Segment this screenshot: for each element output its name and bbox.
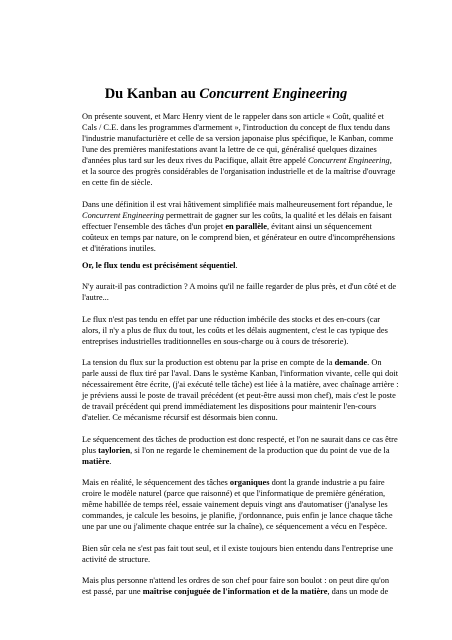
text-line: [82, 221, 432, 232]
text-line: [82, 575, 432, 586]
bold-text: en parallèle: [225, 221, 267, 231]
title-text: Du Kanban au: [104, 86, 200, 102]
text-segment: Mais en réalité, le séquencement des tâches: [82, 478, 230, 487]
text-line: [82, 260, 432, 271]
text-segment: l'une des premières manifestations avant la lettre de ce qui, généralisé quelques dizaines: [82, 145, 377, 154]
text-segment: en cette fin de siècle.: [82, 178, 153, 187]
text-segment: parle aussi de flux tiré par l'aval. Dans le système Kanban, l'information vivante, celle qui doit: [82, 369, 399, 378]
text-line: [82, 111, 432, 122]
text-segment: je préviens aussi le poste de travail précédent (et peut-être aussi mon chef), mais c'est le poste: [82, 391, 396, 400]
text-segment: , dans un mode de: [327, 587, 389, 596]
text-segment: , évitant ainsi un séquencement: [266, 221, 372, 231]
text-line: [82, 177, 432, 188]
text-segment: N'y aurait-il pas contradiction ? A moins qu'il ne faille regarder de plus près, et d'un côté et de: [82, 282, 397, 291]
paragraph: [82, 260, 432, 271]
text-segment: l'industrie manufacturière et celle de sa version japonaise plus spécifique, le Kanban, comme: [82, 134, 394, 143]
paragraph: [82, 199, 432, 254]
page-title: [0, 86, 452, 103]
paragraph: [82, 314, 432, 347]
text-segment: On présente souvent, et Marc Henry vient de le rappeler dans son article « Coût, qualité et: [82, 112, 384, 121]
text-segment: l'autre...: [82, 293, 109, 302]
text-segment: coûteux en temps par nature, on le comprend bien, et générateur en outre d'incompréhensions: [82, 232, 395, 242]
text-line: [82, 477, 432, 488]
text-line: [82, 586, 432, 597]
bold-text: organiques: [229, 478, 270, 487]
text-line: [82, 488, 432, 499]
text-line: [82, 543, 432, 554]
title-italic-text: Concurrent Engineering: [199, 86, 348, 102]
text-segment: plus: [82, 445, 99, 455]
italic-text: Concurrent Engineering: [82, 210, 164, 220]
text-segment: activité de structure.: [82, 554, 151, 564]
text-segment: Le flux n'est pas tendu en effet par une réduction imbécile des stocks et des en-cours (car: [82, 314, 381, 324]
text-line: [82, 554, 432, 565]
paragraph: [82, 543, 432, 565]
paragraph: [82, 111, 432, 188]
text-line: [82, 445, 432, 456]
text-line: [82, 499, 432, 510]
text-line: [82, 401, 432, 412]
paragraph: [82, 281, 432, 303]
text-segment: . On: [367, 358, 382, 367]
text-line: [82, 232, 432, 243]
text-segment: La tension du flux sur la production est obtenu par la prise en compte de la: [82, 358, 335, 367]
text-segment: dont la grande industrie a pu faire: [269, 478, 385, 487]
text-segment: et la source des progrès considérables de l'organisation industrielle et de la maîtrise d'ouvrage: [82, 167, 396, 176]
text-segment: d'années plus tard sur les deux rives du Pacifique, allait être appelé: [82, 156, 308, 165]
text-segment: une par une ou j'alimente chaque entrée sur la chaîne), ce séquencement a vécu en l'espèce.: [82, 522, 388, 531]
text-line: [82, 456, 432, 467]
text-segment: Mais plus personne n'attend les ordres de son chef pour faire son boulot : on peut dire qu'on: [82, 576, 390, 585]
text-line: [82, 122, 432, 133]
paragraph: [82, 434, 432, 467]
text-segment: .: [109, 456, 112, 466]
text-segment: .: [235, 260, 238, 270]
text-line: [82, 510, 432, 521]
text-line: [82, 243, 432, 254]
text-segment: alors, il n'y a plus de flux du tout, les coûts et les délais augmentent, c'est le cas typique des: [82, 325, 388, 335]
text-segment: nécessairement être écrite, (j'ai exécuté telle tâche) est liée à la matière, avec chaînage arrière :: [82, 380, 399, 389]
text-line: [82, 166, 432, 177]
text-line: [82, 379, 432, 390]
text-line: [82, 314, 432, 325]
text-line: [82, 210, 432, 221]
bold-text: taylorien: [98, 445, 131, 455]
text-line: [82, 412, 432, 423]
text-segment: effectuer l'ensemble des tâches d'un projet: [82, 221, 226, 231]
text-segment: Le séquencement des tâches de production est donc respecté, et l'on ne saurait dans ce cas être: [82, 434, 398, 444]
text-line: [82, 325, 432, 336]
text-segment: commandes, je calcule les besoins, je planifie, j'ordonnance, puis enfin je lance chaque tâche: [82, 511, 393, 520]
bold-text: Or, le flux tendu est précisément séquentiel: [82, 260, 236, 270]
text-line: [82, 521, 432, 532]
paragraph: [82, 575, 432, 597]
text-line: [82, 155, 432, 166]
text-segment: et d'itérations inutiles.: [82, 243, 156, 253]
text-segment: Cals / C.E. dans les programmes d'armement », l'introduction du concept de flux tendu dans: [82, 123, 390, 132]
text-line: [82, 199, 432, 210]
text-segment: même habillée de temps réel, essaie vainement depuis vingt ans d'automatiser (j'analyse les: [82, 500, 388, 509]
text-segment: , si l'on ne regarde le cheminement de la production que du point de vue de la: [130, 445, 390, 455]
bold-text: maîtrise conjuguée de l'information et de la matière: [142, 587, 328, 596]
text-segment: Bien sûr cela ne s'est pas fait tout seul, et il existe toujours bien entendu dans l'entreprise une: [82, 543, 393, 553]
text-line: [82, 368, 432, 379]
text-segment: est passé, par une: [82, 587, 143, 596]
document-body: [82, 111, 432, 608]
italic-text: Concurrent Engineering: [307, 156, 390, 165]
paragraph: [82, 357, 432, 423]
text-line: [82, 357, 432, 368]
text-line: [82, 336, 432, 347]
bold-text: demande: [334, 358, 368, 367]
text-line: [82, 133, 432, 144]
text-line: [82, 434, 432, 445]
text-line: [82, 281, 432, 292]
text-segment: ,: [389, 156, 392, 165]
bold-text: matière: [82, 456, 110, 466]
text-segment: entreprises industrielles traditionnelles en sous-charge ou à cours de trésorerie).: [82, 336, 349, 346]
text-segment: Dans une définition il est vrai hâtivement simplifiée mais malheureusement fort répandue, le: [82, 199, 393, 209]
text-segment: permettrait de gagner sur les coûts, la qualité et les délais en faisant: [163, 210, 392, 220]
text-line: [82, 144, 432, 155]
text-line: [82, 390, 432, 401]
paragraph: [82, 477, 432, 532]
text-segment: d'atelier. Ce mécanisme récursif est désormais bien connu.: [82, 413, 278, 422]
text-line: [82, 292, 432, 303]
text-segment: croire le modèle naturel (parce que raisonné) et que l'informatique de première génération,: [82, 489, 386, 498]
text-segment: de travail précédent qui prend immédiatement les dispositions pour maintenir l'en-cours: [82, 402, 377, 411]
